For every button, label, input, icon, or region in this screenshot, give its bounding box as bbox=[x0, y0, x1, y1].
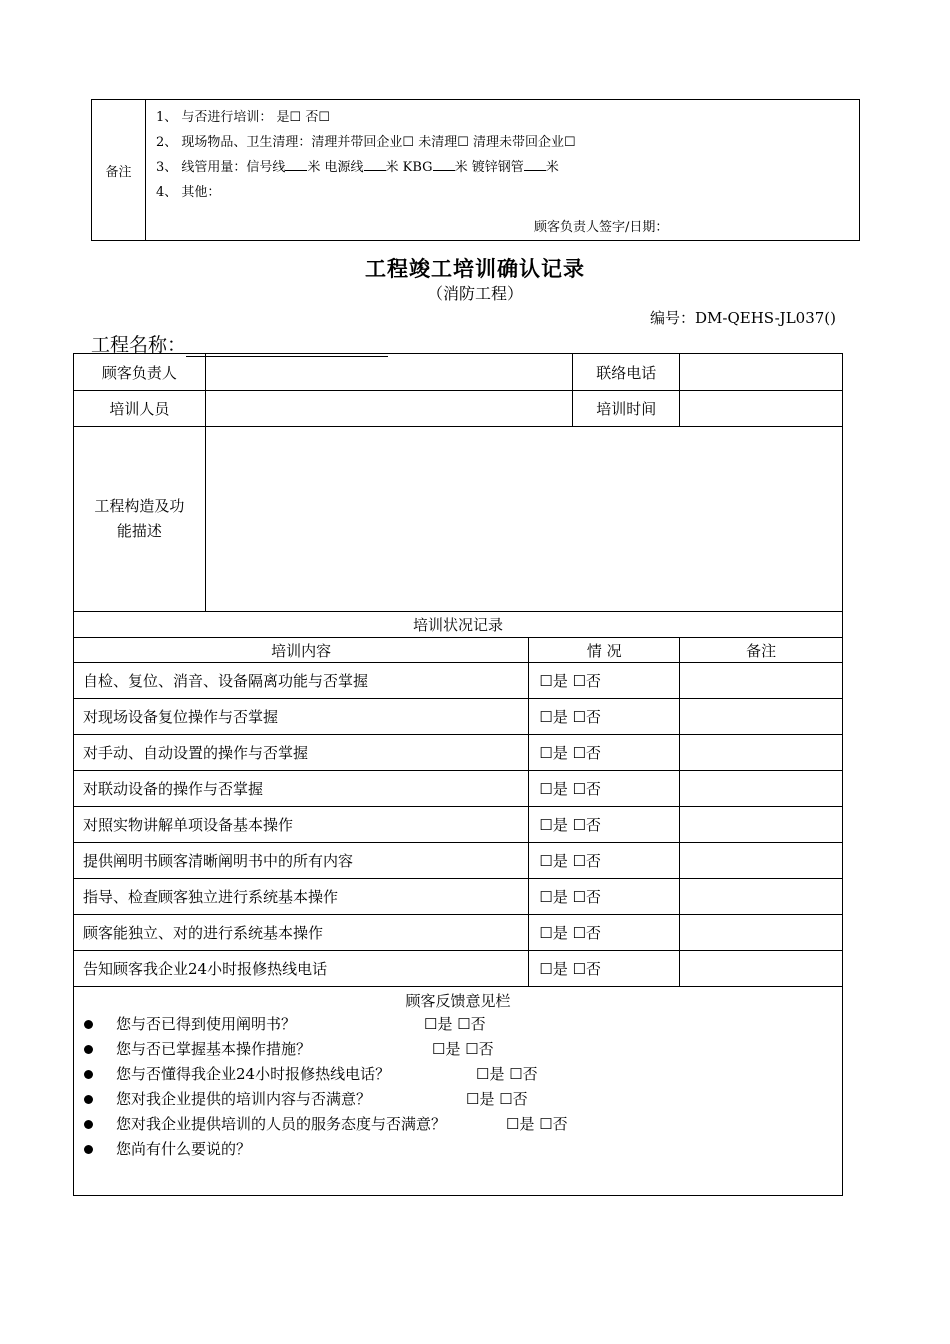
item-content: 告知顾客我企业24小时报修热线电话 bbox=[74, 951, 529, 987]
item-yes-no-checkbox[interactable]: ☐是 ☐否 bbox=[529, 879, 680, 915]
remarks-unit-1: 米 电源线 bbox=[307, 160, 364, 175]
customer-label: 顾客负责人 bbox=[74, 354, 206, 391]
item-remark-field[interactable] bbox=[680, 951, 843, 987]
project-name-label: 工程名称： bbox=[91, 334, 187, 356]
table-row bbox=[74, 915, 843, 951]
remarks-line-3-prefix: 3、 线管用量：信号线 bbox=[156, 160, 286, 175]
description-field[interactable] bbox=[205, 427, 842, 612]
remarks-content bbox=[146, 100, 860, 241]
item-remark-field[interactable] bbox=[680, 843, 843, 879]
item-yes-no-checkbox[interactable]: ☐是 ☐否 bbox=[529, 915, 680, 951]
steel-pipe-blank[interactable] bbox=[524, 158, 546, 171]
feedback-yes-no-checkbox[interactable]: ☐是 ☐否 bbox=[466, 1090, 528, 1108]
item-remark-field[interactable] bbox=[680, 663, 843, 699]
item-yes-no-checkbox[interactable]: ☐是 ☐否 bbox=[529, 807, 680, 843]
item-yes-no-checkbox[interactable]: ☐是 ☐否 bbox=[529, 843, 680, 879]
column-content: 培训内容 bbox=[74, 638, 529, 663]
item-content: 对手动、自动设置的操作与否掌握 bbox=[74, 735, 529, 771]
trainer-field[interactable] bbox=[205, 391, 572, 427]
remarks-label: 备注 bbox=[92, 100, 146, 241]
bullet-icon bbox=[84, 1020, 93, 1029]
item-yes-no-checkbox[interactable]: ☐是 ☐否 bbox=[529, 663, 680, 699]
trainer-label: 培训人员 bbox=[74, 391, 206, 427]
table-row bbox=[74, 663, 843, 699]
feedback-question: 您尚有什么要说的？ bbox=[116, 1140, 252, 1158]
remarks-line-1: 1、 与否进行培训： 是☐ 否☐ bbox=[156, 110, 330, 125]
signature-label: 顾客负责人签字/日期： bbox=[534, 220, 669, 235]
item-content: 对照实物讲解单项设备基本操作 bbox=[74, 807, 529, 843]
time-field[interactable] bbox=[680, 391, 843, 427]
bullet-icon bbox=[84, 1145, 93, 1154]
feedback-yes-no-checkbox[interactable]: ☐是 ☐否 bbox=[432, 1040, 494, 1058]
remarks-line-4: 4、 其他： bbox=[156, 185, 221, 200]
document-code: 编号：DM-QEHS-JL037() bbox=[650, 309, 836, 327]
item-content: 顾客能独立、对的进行系统基本操作 bbox=[74, 915, 529, 951]
item-remark-field[interactable] bbox=[680, 915, 843, 951]
remarks-unit-3: 米 镀锌钢管 bbox=[454, 160, 524, 175]
feedback-question: 您与否已掌握基本操作措施？ bbox=[116, 1040, 312, 1058]
feedback-question: 您与否懂得我企业24小时报修热线电话？ bbox=[116, 1065, 391, 1083]
remarks-line-2: 2、 现场物品、卫生清理：清理并带回企业☐ 未清理☐ 清理未带回企业☐ bbox=[156, 135, 576, 150]
phone-field[interactable] bbox=[680, 354, 843, 391]
page-subtitle: （消防工程） bbox=[426, 284, 523, 303]
item-yes-no-checkbox[interactable]: ☐是 ☐否 bbox=[529, 951, 680, 987]
item-remark-field[interactable] bbox=[680, 735, 843, 771]
feedback-question: 您对我企业提供培训的人员的服务态度与否满意？ bbox=[116, 1115, 447, 1133]
table-row bbox=[74, 843, 843, 879]
time-label: 培训时间 bbox=[573, 391, 680, 427]
item-content: 对联动设备的操作与否掌握 bbox=[74, 771, 529, 807]
item-yes-no-checkbox[interactable]: ☐是 ☐否 bbox=[529, 699, 680, 735]
power-wire-blank[interactable] bbox=[364, 158, 386, 171]
item-content: 指导、检查顾客独立进行系统基本操作 bbox=[74, 879, 529, 915]
item-yes-no-checkbox[interactable]: ☐是 ☐否 bbox=[529, 735, 680, 771]
kbg-blank[interactable] bbox=[433, 158, 455, 171]
item-yes-no-checkbox[interactable]: ☐是 ☐否 bbox=[529, 771, 680, 807]
item-remark-field[interactable] bbox=[680, 879, 843, 915]
column-remark: 备注 bbox=[680, 638, 843, 663]
bullet-icon bbox=[84, 1120, 93, 1129]
bullet-icon bbox=[84, 1070, 93, 1079]
item-remark-field[interactable] bbox=[680, 699, 843, 735]
signal-wire-blank[interactable] bbox=[285, 158, 307, 171]
feedback-yes-no-checkbox[interactable]: ☐是 ☐否 bbox=[424, 1015, 486, 1033]
item-remark-field[interactable] bbox=[680, 771, 843, 807]
table-row bbox=[74, 735, 843, 771]
column-status: 情 况 bbox=[529, 638, 680, 663]
feedback-section bbox=[74, 987, 843, 1196]
remarks-table bbox=[91, 99, 860, 241]
description-label: 工程构造及功能描述 bbox=[74, 427, 206, 612]
table-row bbox=[74, 771, 843, 807]
training-form-table bbox=[73, 353, 843, 1196]
record-header: 培训状况记录 bbox=[74, 612, 843, 638]
bullet-icon bbox=[84, 1045, 93, 1054]
remarks-line-3 bbox=[156, 156, 559, 175]
remarks-unit-2: 米 KBG bbox=[385, 160, 433, 175]
page-title: 工程竣工培训确认记录 bbox=[365, 257, 585, 281]
item-content: 自检、复位、消音、设备隔离功能与否掌握 bbox=[74, 663, 529, 699]
table-row bbox=[74, 951, 843, 987]
bullet-icon bbox=[84, 1095, 93, 1104]
item-remark-field[interactable] bbox=[680, 807, 843, 843]
feedback-question: 您对我企业提供的培训内容与否满意？ bbox=[116, 1090, 372, 1108]
feedback-header: 顾客反馈意见栏 bbox=[405, 992, 511, 1010]
feedback-yes-no-checkbox[interactable]: ☐是 ☐否 bbox=[476, 1065, 538, 1083]
remarks-unit-4: 米 bbox=[545, 160, 559, 175]
feedback-yes-no-checkbox[interactable]: ☐是 ☐否 bbox=[506, 1115, 568, 1133]
item-content: 提供阐明书顾客清晰阐明书中的所有内容 bbox=[74, 843, 529, 879]
customer-field[interactable] bbox=[205, 354, 572, 391]
table-row bbox=[74, 879, 843, 915]
phone-label: 联络电话 bbox=[573, 354, 680, 391]
table-row bbox=[74, 699, 843, 735]
table-row bbox=[74, 807, 843, 843]
item-content: 对现场设备复位操作与否掌握 bbox=[74, 699, 529, 735]
feedback-question: 您与否已得到使用阐明书？ bbox=[116, 1015, 297, 1033]
